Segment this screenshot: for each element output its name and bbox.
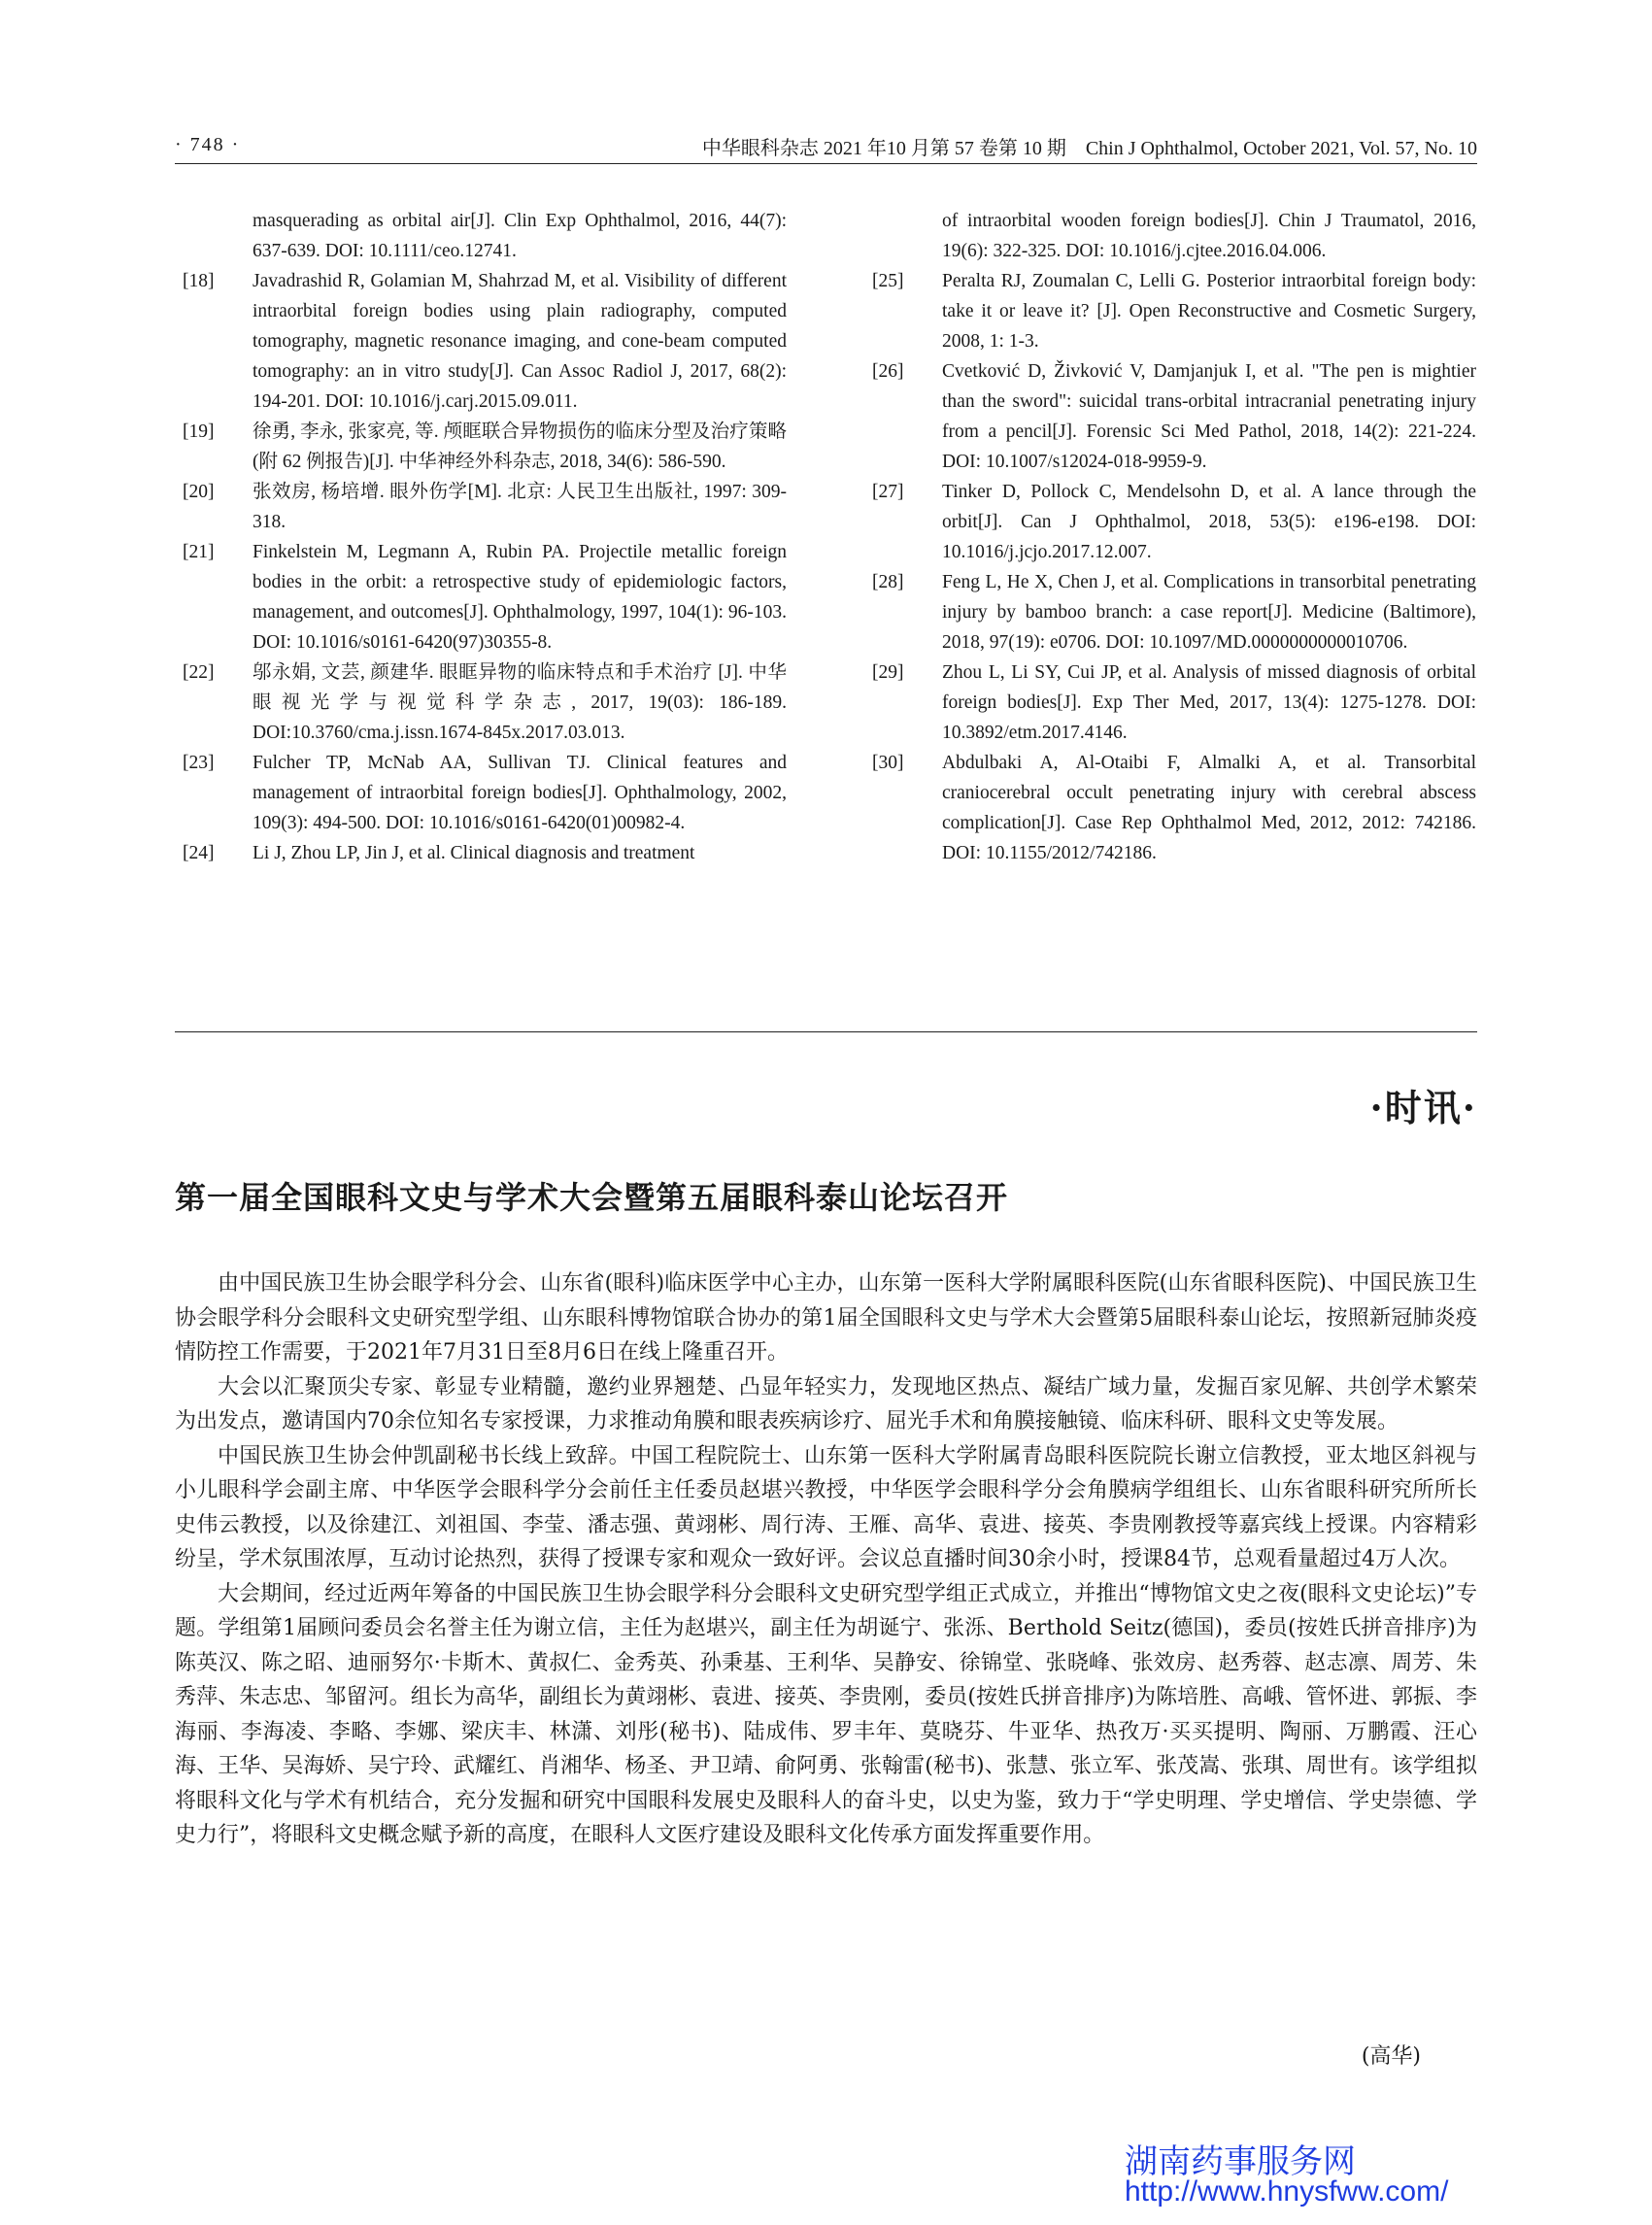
reference-number: [24] bbox=[183, 843, 215, 863]
reference-number: [18] bbox=[183, 271, 215, 291]
reference-number: [20] bbox=[183, 482, 215, 502]
reference-text: Finkelstein M, Legmann A, Rubin PA. Projectile metallic foreign bodies in the orbit: a retrospective study of epidemiologic factors, management, and outcomes[J]. Ophthalmology, 1997, 104(1): 96-103. DOI: 10.1016/s0161-6420(97)30355-8. bbox=[253, 542, 787, 653]
reference-number: [19] bbox=[183, 421, 215, 442]
reference-number: [29] bbox=[872, 662, 904, 683]
reference-number: [28] bbox=[872, 572, 904, 592]
reference-text: 张效房, 杨培增. 眼外伤学[M]. 北京: 人民卫生出版社, 1997: 309-318. bbox=[253, 482, 787, 532]
journal-header: 中华眼科杂志 2021 年10 月第 57 卷第 10 期 Chin J Ophthalmol, October 2021, Vol. 57, No. 10 bbox=[701, 138, 1477, 159]
reference-item bbox=[175, 206, 787, 266]
page-number: · 748 · bbox=[175, 134, 241, 155]
reference-item bbox=[864, 206, 1476, 266]
references-right-column bbox=[864, 206, 1476, 868]
reference-item bbox=[175, 266, 787, 417]
reference-text: Abdulbaki A, Al-Otaibi F, Almalki A, et al. Transorbital craniocerebral occult penetrating injury with cerebral abscess complication[J]. Case Rep Ophthalmol Med, 2012, 2012: 742186. DOI: 10.1155/2012/742186. bbox=[942, 753, 1476, 863]
reference-number: [25] bbox=[872, 271, 904, 291]
reference-item bbox=[864, 567, 1476, 657]
reference-number: [27] bbox=[872, 482, 904, 502]
reference-number: [30] bbox=[872, 753, 904, 773]
reference-text: of intraorbital wooden foreign bodies[J]. Chin J Traumatol, 2016, 19(6): 322-325. DOI: 10.1016/j.cjtee.2016.04.006. bbox=[942, 211, 1476, 261]
section-tag: ·时讯· bbox=[1369, 1086, 1477, 1129]
reference-text: Zhou L, Li SY, Cui JP, et al. Analysis of missed diagnosis of orbital foreign bodies[J]. Exp Ther Med, 2017, 13(4): 1275-1278. DOI: 10.3892/etm.2017.4146. bbox=[942, 662, 1476, 743]
reference-text: Fulcher TP, McNab AA, Sullivan TJ. Clinical features and management of intraorbital foreign bodies[J]. Ophthalmology, 2002, 109(3): 494-500. DOI: 10.1016/s0161-6420(01)00982-4. bbox=[253, 753, 787, 833]
reference-number: [21] bbox=[183, 542, 215, 562]
reference-text: Tinker D, Pollock C, Mendelsohn D, et al. A lance through the orbit[J]. Can J Ophthalmol, 2018, 53(5): e196-e198. DOI: 10.1016/j.jcjo.2017.12.007. bbox=[942, 482, 1476, 562]
reference-item bbox=[175, 537, 787, 657]
news-paragraph: 大会以汇聚顶尖专家、彰显专业精髓，邀约业界翘楚、凸显年轻实力，发现地区热点、凝结广域力量，发掘百家见解、共创学术繁荣为出发点，邀请国内70余位知名专家授课，力求推动角膜和眼表疾病诊疗、屈光手术和角膜接触镜、临床科研、眼科文史等发展。 bbox=[175, 1374, 1477, 1433]
reference-text: masquerading as orbital air[J]. Clin Exp Ophthalmol, 2016, 44(7): 637-639. DOI: 10.1111/ceo.12741. bbox=[253, 211, 787, 261]
news-paragraph: 中国民族卫生协会仲凯副秘书长线上致辞。中国工程院院士、山东第一医科大学附属青岛眼科医院院长谢立信教授，亚太地区斜视与小儿眼科学会副主席、中华医学会眼科学分会前任主任委员赵堪兴教授，中华医学会眼科学分会角膜病学组组长、山东省眼科研究所所长史伟云教授，以及徐建江、刘祖国、李莹、潘志强、黄翊彬、周行涛、王雁、高华、袁进、接英、李贵刚教授等嘉宾线上授课。内容精彩纷呈，学术氛围浓厚，互动讨论热烈，获得了授课专家和观众一致好评。会议总直播时间30余小时，授课84节，总观看量超过4万人次。 bbox=[175, 1443, 1477, 1571]
reference-text: Li J, Zhou LP, Jin J, et al. Clinical diagnosis and treatment bbox=[253, 843, 695, 863]
reference-item bbox=[864, 477, 1476, 567]
reference-item bbox=[175, 838, 787, 868]
reference-text: Peralta RJ, Zoumalan C, Lelli G. Posterior intraorbital foreign body: take it or leave it? [J]. Open Reconstructive and Cosmetic Surgery, 2008, 1: 1-3. bbox=[942, 271, 1476, 352]
header-rule bbox=[175, 163, 1477, 164]
news-paragraph: 由中国民族卫生协会眼学科分会、山东省(眼科)临床医学中心主办，山东第一医科大学附属眼科医院(山东省眼科医院)、中国民族卫生协会眼学科分会眼科文史研究型学组、山东眼科博物馆联合协办的第1届全国眼科文史与学术大会暨第5届眼科泰山论坛，按照新冠肺炎疫情防控工作需要，于2021年7月31日至8月6日在线上隆重召开。 bbox=[175, 1271, 1477, 1365]
reference-text: Javadrashid R, Golamian M, Shahrzad M, et al. Visibility of different intraorbital foreign bodies using plain radiography, computed tomography, magnetic resonance imaging, and cone-beam computed tomography: an in vitro study[J]. Can Assoc Radiol J, 2017, 68(2): 194-201. DOI: 10.1016/j.carj.2015.09.011. bbox=[253, 271, 787, 412]
watermark-site-name: 湖南药事服务网 bbox=[1125, 2142, 1356, 2181]
news-paragraph: 大会期间，经过近两年筹备的中国民族卫生协会眼学科分会眼科文史研究型学组正式成立，并推出“博物馆文史之夜(眼科文史论坛)”专题。学组第1届顾问委员会名誉主任为谢立信，主任为赵堪兴，副主任为胡诞宁、张泺、Berthold Seitz(德国)，委员(按姓氏拼音排序)为陈英汉、陈之昭、迪丽努尔·卡斯木、黄叔仁、金秀英、孙秉基、王利华、吴静安、徐锦堂、张晓峰、张效房、赵秀蓉、赵志凛、周芳、朱秀萍、朱志忠、邹留河。组长为高华，副组长为黄翊彬、袁进、接英、李贵刚，委员(按姓氏拼音排序)为陈培胜、高峨、管怀进、郭振、李海丽、李海凌、李略、李娜、梁庆丰、林潇、刘彤(秘书)、陆成伟、罗丰年、莫晓芬、牛亚华、热孜万·买买提明、陶丽、万鹏霞、汪心海、王华、吴海娇、吴宁玲、武耀红、肖湘华、杨圣、尹卫靖、俞阿勇、张翰雷(秘书)、张慧、张立军、张茂嵩、张琪、周世有。该学组拟将眼科文化与学术有机结合，充分发掘和研究中国眼科发展史及眼科人的奋斗史，以史为鉴，致力于“学史明理、学史增信、学史崇德、学史力行”，将眼科文史概念赋予新的高度，在眼科人文医疗建设及眼科文化传承方面发挥重要作用。 bbox=[175, 1581, 1477, 1847]
watermark-url[interactable]: http://www.hnysfww.com/ bbox=[1125, 2175, 1449, 2208]
reference-item bbox=[864, 266, 1476, 356]
references-left-column bbox=[175, 206, 787, 868]
reference-item bbox=[175, 417, 787, 477]
reference-item bbox=[864, 356, 1476, 477]
reference-item bbox=[864, 748, 1476, 868]
section-divider bbox=[175, 1031, 1477, 1032]
reference-text: Feng L, He X, Chen J, et al. Complications in transorbital penetrating injury by bamboo branch: a case report[J]. Medicine (Baltimore), 2018, 97(19): e0706. DOI: 10.1097/MD.0000000000010706. bbox=[942, 572, 1476, 653]
reference-number: [23] bbox=[183, 753, 215, 773]
reference-item bbox=[175, 748, 787, 838]
reference-text: Cvetković D, Živković V, Damjanjuk I, et al. "The pen is mightier than the sword": suicidal trans-orbital intracranial penetrating injury from a pencil[J]. Forensic Sci Med Pathol, 2018, 14(2): 221-224. DOI: 10.1007/s12024-018-9959-9. bbox=[942, 361, 1476, 472]
reference-text: 徐勇, 李永, 张家亮, 等. 颅眶联合异物损伤的临床分型及治疗策略(附 62 例报告)[J]. 中华神经外科杂志, 2018, 34(6): 586-590. bbox=[253, 421, 787, 472]
reference-number: [22] bbox=[183, 662, 215, 683]
news-body bbox=[175, 1266, 1477, 1853]
news-author: (高华) bbox=[1361, 2044, 1421, 2069]
reference-number: [26] bbox=[872, 361, 904, 382]
news-title: 第一届全国眼科文史与学术大会暨第五届眼科泰山论坛召开 bbox=[175, 1179, 1009, 1216]
reference-item bbox=[175, 657, 787, 748]
reference-item bbox=[864, 657, 1476, 748]
reference-item bbox=[175, 477, 787, 537]
reference-text: 邬永娟, 文芸, 颜建华. 眼眶异物的临床特点和手术治疗 [J]. 中华眼视光学与视觉科学杂志, 2017, 19(03): 186-189. DOI:10.3760/cma.j.issn.1674-845x.2017.03.013. bbox=[253, 662, 787, 743]
